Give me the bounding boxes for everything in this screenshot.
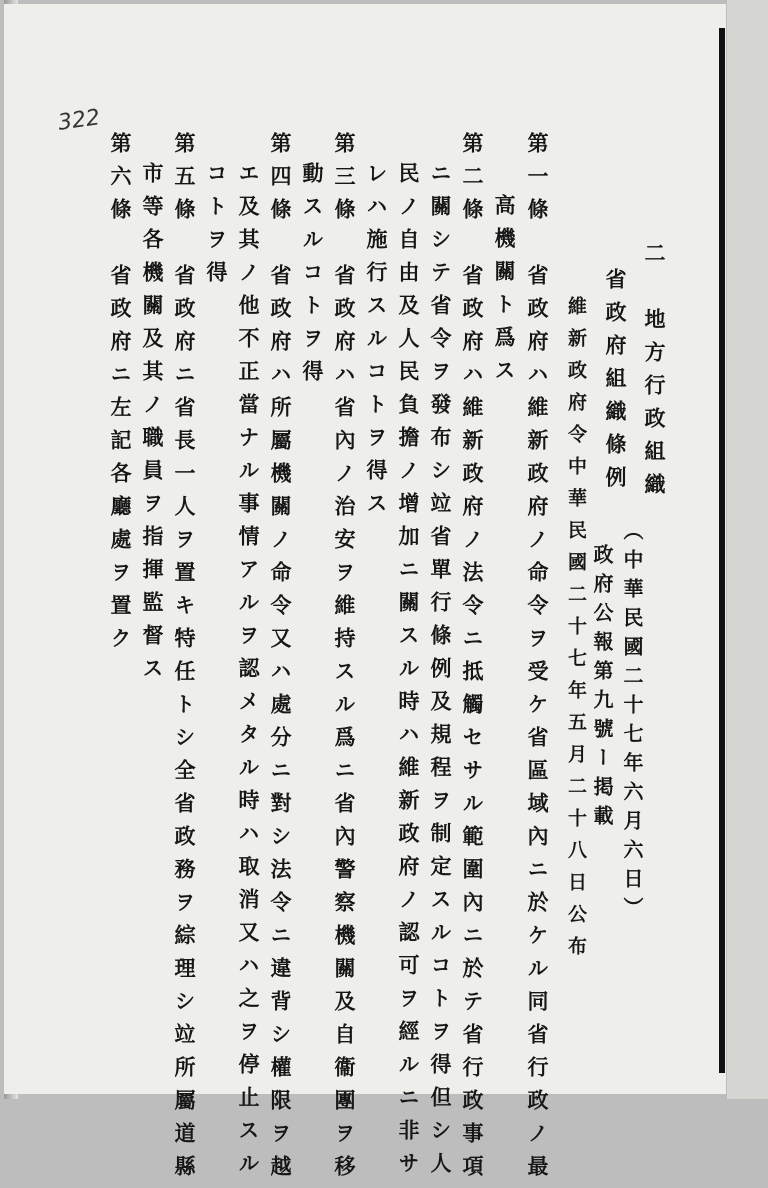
text-column-2: 高機關ト爲ス: [492, 194, 517, 392]
publication-note-line-2: 政府公報第九號ー掲載: [590, 544, 614, 834]
page-number: 322: [56, 105, 102, 136]
text-column-7: 第三條 省政府ハ省內ノ治安ヲ維持スル爲ニ省內警察機關及自衞團ヲ移: [332, 132, 357, 1188]
text-column-10: エ及其ノ他不正當ナル事情アルヲ認メタル時ハ取消又ハ之ヲ停止スル: [236, 162, 261, 1185]
text-column-6: レハ施行スルコトヲ得ス: [364, 162, 389, 525]
publication-note-line-1: （中華民國二十七年六月六日）: [620, 520, 644, 926]
text-column-1: 第一條 省政府ハ維新政府ノ命令ヲ受ケ省區域內ニ於ケル同省行政ノ最: [525, 132, 550, 1188]
text-column-11: コトヲ得: [204, 162, 229, 294]
section-heading: 二 地方行政組織: [642, 242, 667, 506]
text-column-12: 第五條 省政府ニ省長一人ヲ置キ特任トシ全省政務ヲ綜理シ竝所屬道縣: [172, 132, 197, 1188]
text-column-3: 第二條 省政府ハ維新政府ノ法令ニ抵觸セサル範圍內ニ於テ省行政事項: [460, 132, 485, 1188]
text-column-14: 第六條 省政府ニ左記各廳處ヲ置ク: [108, 132, 133, 660]
scan-margin: [727, 0, 768, 1099]
page-edge-line: [719, 28, 725, 1073]
text-column-5: 民ノ自由及人民負擔ノ增加ニ關スル時ハ維新政府ノ認可ヲ經ルニ非サ: [396, 162, 421, 1185]
text-column-13: 市等各機關及其ノ職員ヲ指揮監督ス: [140, 162, 165, 690]
text-column-9: 第四條 省政府ハ所屬機關ノ命令又ハ處分ニ對シ法令ニ違背シ權限ヲ越: [268, 132, 293, 1188]
document-title: 省政府組織條例: [603, 268, 628, 499]
issuer-line: 維新政府令中華民國二十七年五月二十八日公布: [565, 296, 587, 968]
publication-note: [590, 520, 654, 926]
text-column-4: ニ關シテ省令ヲ發布シ竝省單行條例及規程ヲ制定スルコトヲ得但シ人: [428, 162, 453, 1185]
text-column-8: 動スルコトヲ得: [300, 162, 325, 393]
